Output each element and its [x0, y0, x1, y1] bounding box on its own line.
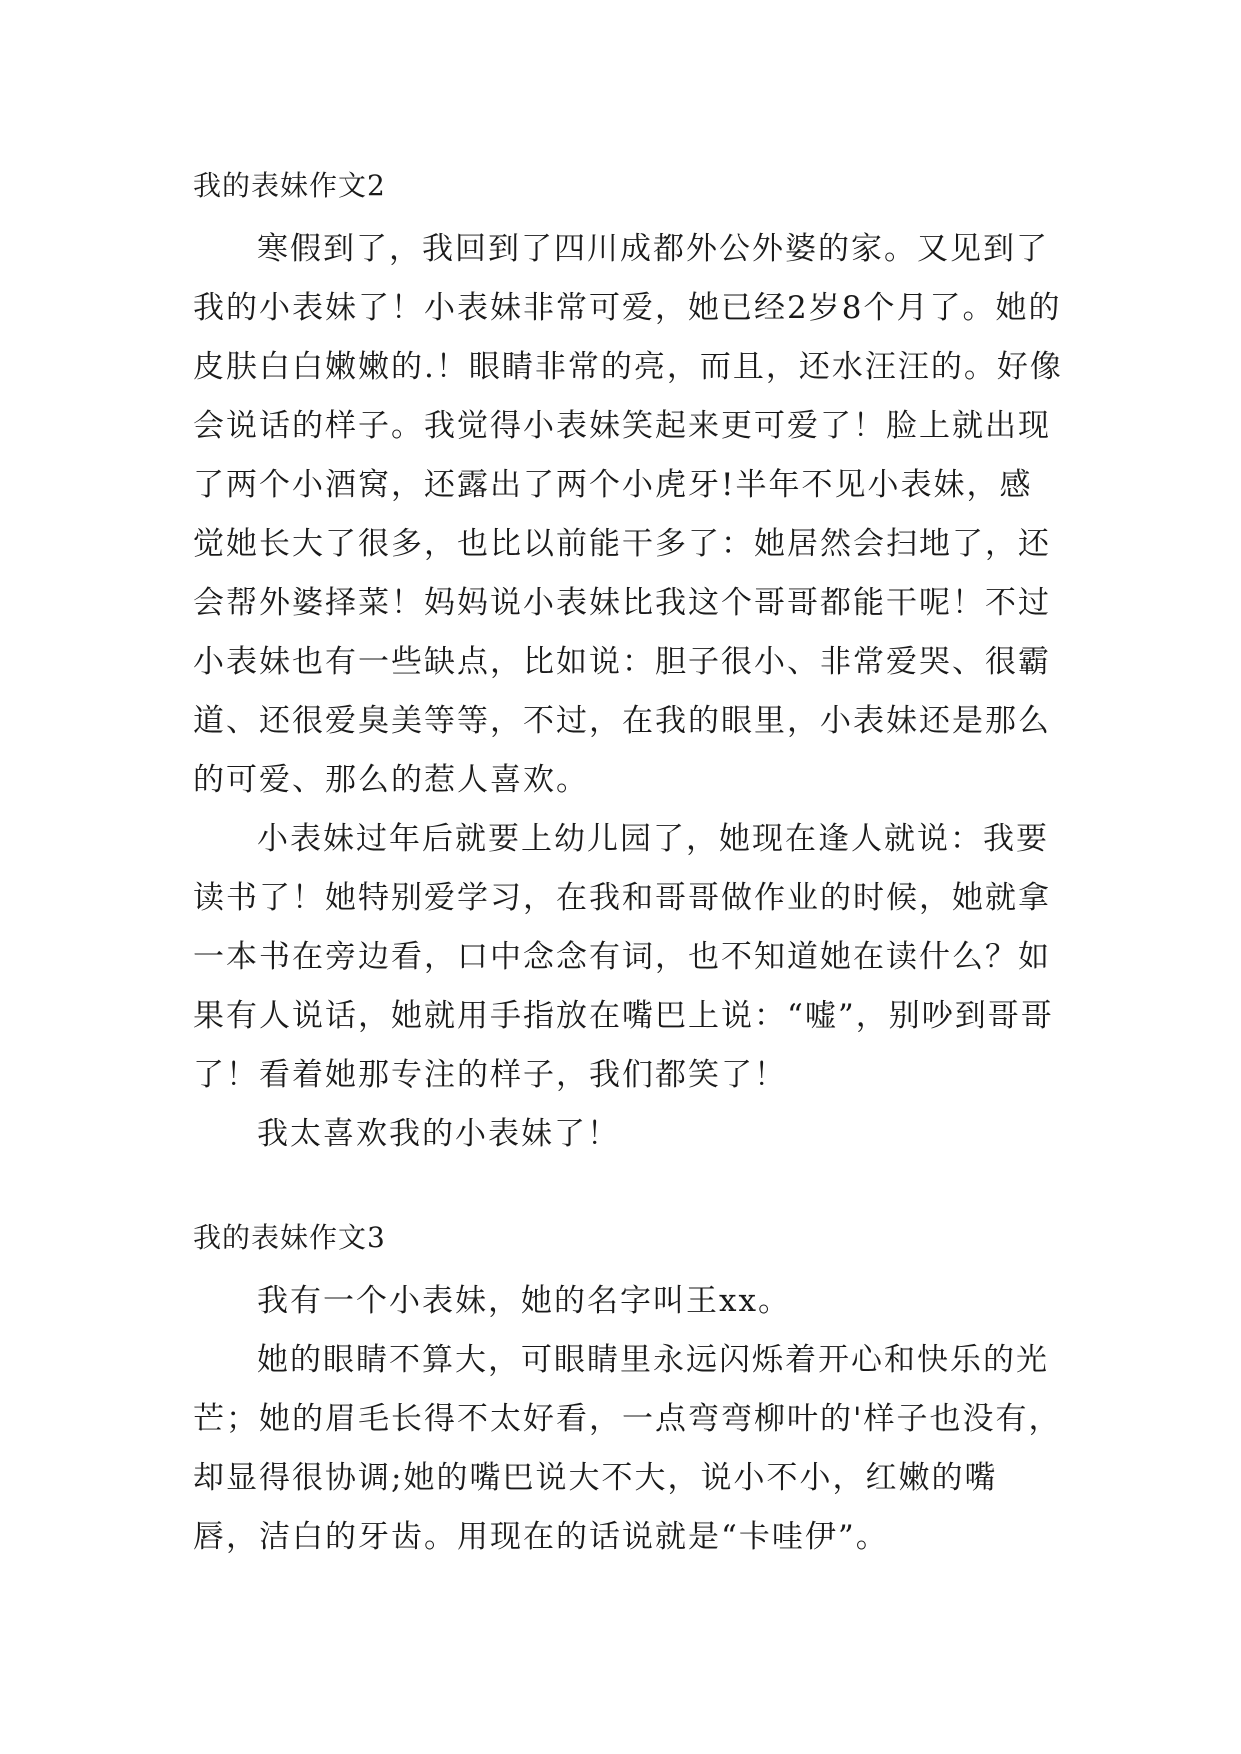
essay-body: [193, 1272, 1063, 1567]
essay-body: [193, 220, 1063, 1164]
paragraph: 她的眼睛不算大，可眼睛里永远闪烁着开心和快乐的光芒；她的眉毛长得不太好看，一点弯弯柳叶的'样子也没有，却显得很协调;她的嘴巴说大不大，说小不小，红嫩的嘴唇，洁白的牙齿。用现在的话说就是“卡哇伊”。: [193, 1342, 1062, 1555]
essay-title: 我的表妹作文2: [193, 169, 386, 202]
paragraph: 小表妹过年后就要上幼儿园了，她现在逢人就说：我要读书了！她特别爱学习，在我和哥哥做作业的时候，她就拿一本书在旁边看，口中念念有词，也不知道她在读什么？如果有人说话，她就用手指放在嘴巴上说：“嘘”，别吵到哥哥了！看着她那专注的样子，我们都笑了！: [193, 821, 1054, 1093]
paragraph: 寒假到了，我回到了四川成都外公外婆的家。又见到了我的小表妹了！小表妹非常可爱，她已经2岁8个月了。她的皮肤白白嫩嫩的.！眼睛非常的亮，而且，还水汪汪的。好像会说话的样子。我觉得小表妹笑起来更可爱了！脸上就出现了两个小酒窝，还露出了两个小虎牙!半年不见小表妹，感觉她长大了很多，也比以前能干多了：她居然会扫地了，还会帮外婆择菜！妈妈说小表妹比我这个哥哥都能干呢！不过小表妹也有一些缺点，比如说：胆子很小、非常爱哭、很霸道、还很爱臭美等等，不过，在我的眼里，小表妹还是那么的可爱、那么的惹人喜欢。: [193, 231, 1063, 798]
paragraph: 我太喜欢我的小表妹了！: [257, 1116, 620, 1152]
essay-title: 我的表妹作文3: [193, 1221, 386, 1254]
paragraph: 我有一个小表妹，她的名字叫王xx。: [257, 1283, 791, 1319]
essay-section-3: [193, 1220, 1063, 1567]
essay-section-2: [193, 168, 1063, 1164]
